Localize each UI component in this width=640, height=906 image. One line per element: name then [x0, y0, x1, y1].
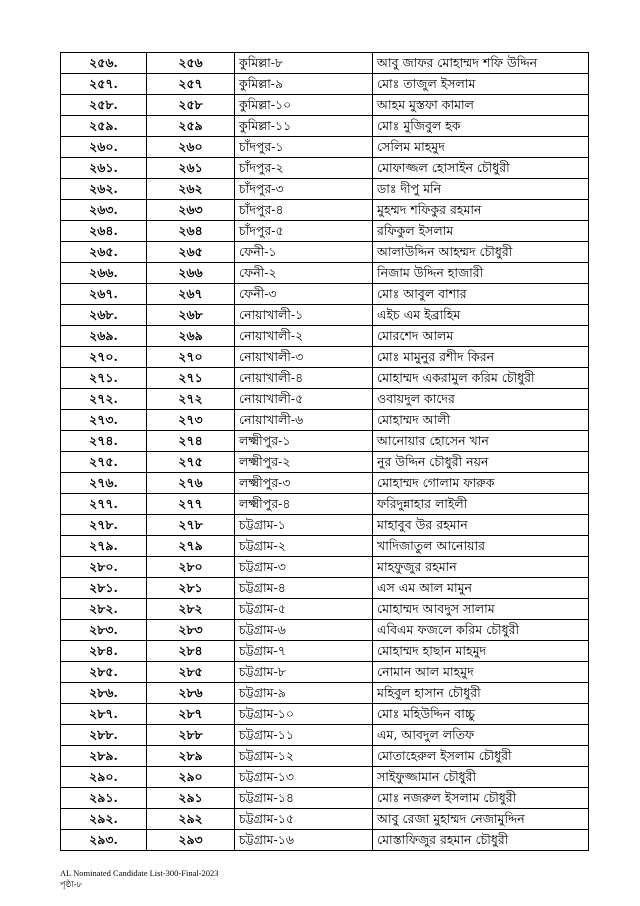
table-row	[61, 431, 589, 452]
serial-number-cell: ২৬০.	[61, 137, 147, 158]
serial-number-cell: ২৮১.	[61, 578, 147, 599]
constituency-cell: লক্ষ্মীপুর-৩	[235, 473, 373, 494]
constituency-cell: কুমিল্লা-১১	[235, 116, 373, 137]
serial-number-cell: ২৮৫.	[61, 662, 147, 683]
table-row	[61, 746, 589, 767]
candidate-name-cell: মোঃ আবুল বাশার	[373, 284, 589, 305]
table-row	[61, 620, 589, 641]
seat-code-cell: ২৮৫	[147, 662, 235, 683]
candidate-name-cell: মাহফুজুর রহমান	[373, 557, 589, 578]
table-row	[61, 704, 589, 725]
serial-number-cell: ২৬৪.	[61, 221, 147, 242]
serial-number-cell: ২৬১.	[61, 158, 147, 179]
table-row	[61, 725, 589, 746]
candidate-name-cell: মোঃ মহিউদ্দিন বাচ্চু	[373, 704, 589, 725]
constituency-cell: কুমিল্লা-৮	[235, 53, 373, 74]
serial-number-cell: ২৬৫.	[61, 242, 147, 263]
candidate-name-cell: আহম মুস্তফা কামাল	[373, 95, 589, 116]
table-row	[61, 284, 589, 305]
table-row	[61, 557, 589, 578]
candidate-name-cell: মোঃ নজরুল ইসলাম চৌধুরী	[373, 788, 589, 809]
seat-code-cell: ২৬২	[147, 179, 235, 200]
candidate-name-cell: আলাউদ্দিন আহম্মদ চৌধুরী	[373, 242, 589, 263]
document-title: AL Nominated Candidate List-300-Final-2023	[60, 868, 219, 878]
candidate-name-cell: ফরিদুন্নাহার লাইলী	[373, 494, 589, 515]
candidate-name-cell: ওবায়দুল কাদের	[373, 389, 589, 410]
seat-code-cell: ২৬৪	[147, 221, 235, 242]
table-row	[61, 95, 589, 116]
constituency-cell: চট্টগ্রাম-১১	[235, 725, 373, 746]
constituency-cell: লক্ষ্মীপুর-১	[235, 431, 373, 452]
seat-code-cell: ২৬৯	[147, 326, 235, 347]
candidate-name-cell: মোফাজ্জল হোসাইন চৌধুরী	[373, 158, 589, 179]
table-row	[61, 599, 589, 620]
seat-code-cell: ২৭৬	[147, 473, 235, 494]
constituency-cell: কুমিল্লা-১০	[235, 95, 373, 116]
candidate-name-cell: এইচ এম ইব্রাহিম	[373, 305, 589, 326]
constituency-cell: চট্টগ্রাম-৩	[235, 557, 373, 578]
table-row	[61, 389, 589, 410]
serial-number-cell: ২৭২.	[61, 389, 147, 410]
serial-number-cell: ২৬৮.	[61, 305, 147, 326]
constituency-cell: চট্টগ্রাম-৪	[235, 578, 373, 599]
table-row	[61, 788, 589, 809]
seat-code-cell: ২৮৩	[147, 620, 235, 641]
seat-code-cell: ২৭৯	[147, 536, 235, 557]
constituency-cell: চাঁদপুর-৩	[235, 179, 373, 200]
seat-code-cell: ২৮৭	[147, 704, 235, 725]
table-row	[61, 74, 589, 95]
seat-code-cell: ২৬৩	[147, 200, 235, 221]
serial-number-cell: ২৯০.	[61, 767, 147, 788]
candidate-name-cell: এবিএম ফজলে করিম চৌধুরী	[373, 620, 589, 641]
serial-number-cell: ২৫৭.	[61, 74, 147, 95]
serial-number-cell: ২৭৮.	[61, 515, 147, 536]
serial-number-cell: ২৭১.	[61, 368, 147, 389]
candidate-name-cell: মোরশেদ আলম	[373, 326, 589, 347]
constituency-cell: নোয়াখালী-৪	[235, 368, 373, 389]
table-row	[61, 326, 589, 347]
serial-number-cell: ২৮৭.	[61, 704, 147, 725]
constituency-cell: চাঁদপুর-৫	[235, 221, 373, 242]
candidate-name-cell: সেলিম মাহমুদ	[373, 137, 589, 158]
serial-number-cell: ২৭০.	[61, 347, 147, 368]
serial-number-cell: ২৫৮.	[61, 95, 147, 116]
seat-code-cell: ২৮৪	[147, 641, 235, 662]
constituency-cell: চট্টগ্রাম-১	[235, 515, 373, 536]
table-row	[61, 200, 589, 221]
serial-number-cell: ২৯২.	[61, 809, 147, 830]
table-row	[61, 137, 589, 158]
table-row	[61, 494, 589, 515]
serial-number-cell: ২৬৯.	[61, 326, 147, 347]
serial-number-cell: ২৭৫.	[61, 452, 147, 473]
candidate-table-body	[61, 53, 589, 851]
seat-code-cell: ২৭৩	[147, 410, 235, 431]
serial-number-cell: ২৮৯.	[61, 746, 147, 767]
table-row	[61, 263, 589, 284]
constituency-cell: চট্টগ্রাম-৭	[235, 641, 373, 662]
candidate-name-cell: মোহাম্মদ আলী	[373, 410, 589, 431]
constituency-cell: ফেনী-১	[235, 242, 373, 263]
candidate-name-cell: এম, আবদুল লতিফ	[373, 725, 589, 746]
table-row	[61, 515, 589, 536]
table-row	[61, 809, 589, 830]
serial-number-cell: ২৯১.	[61, 788, 147, 809]
serial-number-cell: ২৬৩.	[61, 200, 147, 221]
candidate-name-cell: নিজাম উদ্দিন হাজারী	[373, 263, 589, 284]
seat-code-cell: ২৮৮	[147, 725, 235, 746]
candidate-name-cell: নুর উদ্দিন চৌধুরী নয়ন	[373, 452, 589, 473]
serial-number-cell: ২৮২.	[61, 599, 147, 620]
constituency-cell: চট্টগ্রাম-৬	[235, 620, 373, 641]
constituency-cell: চট্টগ্রাম-৫	[235, 599, 373, 620]
seat-code-cell: ২৮১	[147, 578, 235, 599]
candidate-name-cell: ডাঃ দীপু মনি	[373, 179, 589, 200]
candidate-name-cell: মুহম্মদ শফিকুর রহমান	[373, 200, 589, 221]
page-footer	[60, 868, 219, 890]
constituency-cell: নোয়াখালী-১	[235, 305, 373, 326]
table-row	[61, 830, 589, 851]
constituency-cell: চট্টগ্রাম-৮	[235, 662, 373, 683]
candidate-name-cell: মোহাম্মদ হাছান মাহমুদ	[373, 641, 589, 662]
candidate-name-cell: রফিকুল ইসলাম	[373, 221, 589, 242]
seat-code-cell: ২৬৫	[147, 242, 235, 263]
candidate-name-cell: আনোয়ার হোসেন খান	[373, 431, 589, 452]
table-row	[61, 410, 589, 431]
table-row	[61, 767, 589, 788]
constituency-cell: নোয়াখালী-৬	[235, 410, 373, 431]
constituency-cell: চট্টগ্রাম-১০	[235, 704, 373, 725]
serial-number-cell: ২৯৩.	[61, 830, 147, 851]
seat-code-cell: ২৮০	[147, 557, 235, 578]
table-row	[61, 662, 589, 683]
candidate-table	[60, 52, 589, 851]
serial-number-cell: ২৭৩.	[61, 410, 147, 431]
constituency-cell: চট্টগ্রাম-২	[235, 536, 373, 557]
seat-code-cell: ২৬৬	[147, 263, 235, 284]
constituency-cell: চট্টগ্রাম-১৬	[235, 830, 373, 851]
serial-number-cell: ২৮৪.	[61, 641, 147, 662]
table-row	[61, 368, 589, 389]
candidate-name-cell: মোহাম্মদ গোলাম ফারুক	[373, 473, 589, 494]
candidate-name-cell: এস এম আল মামুন	[373, 578, 589, 599]
candidate-name-cell: সাইফুজ্জামান চৌধুরী	[373, 767, 589, 788]
seat-code-cell: ২৯৩	[147, 830, 235, 851]
table-row	[61, 305, 589, 326]
seat-code-cell: ২৭৪	[147, 431, 235, 452]
table-row	[61, 536, 589, 557]
candidate-name-cell: মোস্তাফিজুর রহমান চৌধুরী	[373, 830, 589, 851]
candidate-name-cell: মাহাবুব উর রহমান	[373, 515, 589, 536]
table-row	[61, 221, 589, 242]
constituency-cell: ফেনী-৩	[235, 284, 373, 305]
table-row	[61, 473, 589, 494]
candidate-name-cell: আবু জাফর মোহাম্মদ শফি উদ্দিন	[373, 53, 589, 74]
constituency-cell: কুমিল্লা-৯	[235, 74, 373, 95]
constituency-cell: লক্ষ্মীপুর-৪	[235, 494, 373, 515]
constituency-cell: চট্টগ্রাম-১৪	[235, 788, 373, 809]
candidate-name-cell: খাদিজাতুল আনোয়ার	[373, 536, 589, 557]
serial-number-cell: ২৮৩.	[61, 620, 147, 641]
constituency-cell: নোয়াখালী-৫	[235, 389, 373, 410]
table-row	[61, 116, 589, 137]
table-row	[61, 641, 589, 662]
constituency-cell: চাঁদপুর-১	[235, 137, 373, 158]
seat-code-cell: ২৭২	[147, 389, 235, 410]
seat-code-cell: ২৫৭	[147, 74, 235, 95]
candidate-name-cell: মোহাম্মদ একরামুল করিম চৌধুরী	[373, 368, 589, 389]
constituency-cell: নোয়াখালী-২	[235, 326, 373, 347]
seat-code-cell: ২৫৬	[147, 53, 235, 74]
seat-code-cell: ২৭১	[147, 368, 235, 389]
seat-code-cell: ২৬৮	[147, 305, 235, 326]
serial-number-cell: ২৮৬.	[61, 683, 147, 704]
seat-code-cell: ২৮৯	[147, 746, 235, 767]
serial-number-cell: ২৬৬.	[61, 263, 147, 284]
seat-code-cell: ২৭৮	[147, 515, 235, 536]
seat-code-cell: ২৬১	[147, 158, 235, 179]
candidate-name-cell: আবু রেজা মুহাম্মদ নেজামুদ্দিন	[373, 809, 589, 830]
seat-code-cell: ২৬৭	[147, 284, 235, 305]
table-row	[61, 158, 589, 179]
page-number: পৃষ্ঠা-৮	[60, 879, 83, 889]
candidate-name-cell: মহিবুল হাসান চৌধুরী	[373, 683, 589, 704]
constituency-cell: চট্টগ্রাম-১৫	[235, 809, 373, 830]
table-row	[61, 242, 589, 263]
seat-code-cell: ২৯১	[147, 788, 235, 809]
seat-code-cell: ২৮৬	[147, 683, 235, 704]
serial-number-cell: ২৬২.	[61, 179, 147, 200]
constituency-cell: চট্টগ্রাম-১৩	[235, 767, 373, 788]
serial-number-cell: ২৮০.	[61, 557, 147, 578]
constituency-cell: নোয়াখালী-৩	[235, 347, 373, 368]
serial-number-cell: ২৮৮.	[61, 725, 147, 746]
candidate-name-cell: মোঃ তাজুল ইসলাম	[373, 74, 589, 95]
candidate-name-cell: মোঃ মুজিবুল হক	[373, 116, 589, 137]
serial-number-cell: ২৭৯.	[61, 536, 147, 557]
constituency-cell: চাঁদপুর-৪	[235, 200, 373, 221]
serial-number-cell: ২৭৭.	[61, 494, 147, 515]
seat-code-cell: ২৭৭	[147, 494, 235, 515]
serial-number-cell: ২৫৬.	[61, 53, 147, 74]
seat-code-cell: ২৫৯	[147, 116, 235, 137]
seat-code-cell: ২৮২	[147, 599, 235, 620]
seat-code-cell: ২৯০	[147, 767, 235, 788]
serial-number-cell: ২৬৭.	[61, 284, 147, 305]
candidate-name-cell: মোঃ মামুনুর রশীদ কিরন	[373, 347, 589, 368]
candidate-name-cell: মোতাহেরুল ইসলাম চৌধুরী	[373, 746, 589, 767]
constituency-cell: লক্ষ্মীপুর-২	[235, 452, 373, 473]
seat-code-cell: ২৬০	[147, 137, 235, 158]
table-row	[61, 179, 589, 200]
serial-number-cell: ২৭৬.	[61, 473, 147, 494]
candidate-name-cell: নোমান আল মাহমুদ	[373, 662, 589, 683]
constituency-cell: চট্টগ্রাম-১২	[235, 746, 373, 767]
table-row	[61, 347, 589, 368]
seat-code-cell: ২৭৫	[147, 452, 235, 473]
table-row	[61, 578, 589, 599]
constituency-cell: চাঁদপুর-২	[235, 158, 373, 179]
constituency-cell: চট্টগ্রাম-৯	[235, 683, 373, 704]
table-row	[61, 683, 589, 704]
candidate-name-cell: মোহাম্মদ আবদুস সালাম	[373, 599, 589, 620]
seat-code-cell: ২৫৮	[147, 95, 235, 116]
serial-number-cell: ২৫৯.	[61, 116, 147, 137]
seat-code-cell: ২৭০	[147, 347, 235, 368]
table-row	[61, 452, 589, 473]
serial-number-cell: ২৭৪.	[61, 431, 147, 452]
table-row	[61, 53, 589, 74]
seat-code-cell: ২৯২	[147, 809, 235, 830]
constituency-cell: ফেনী-২	[235, 263, 373, 284]
